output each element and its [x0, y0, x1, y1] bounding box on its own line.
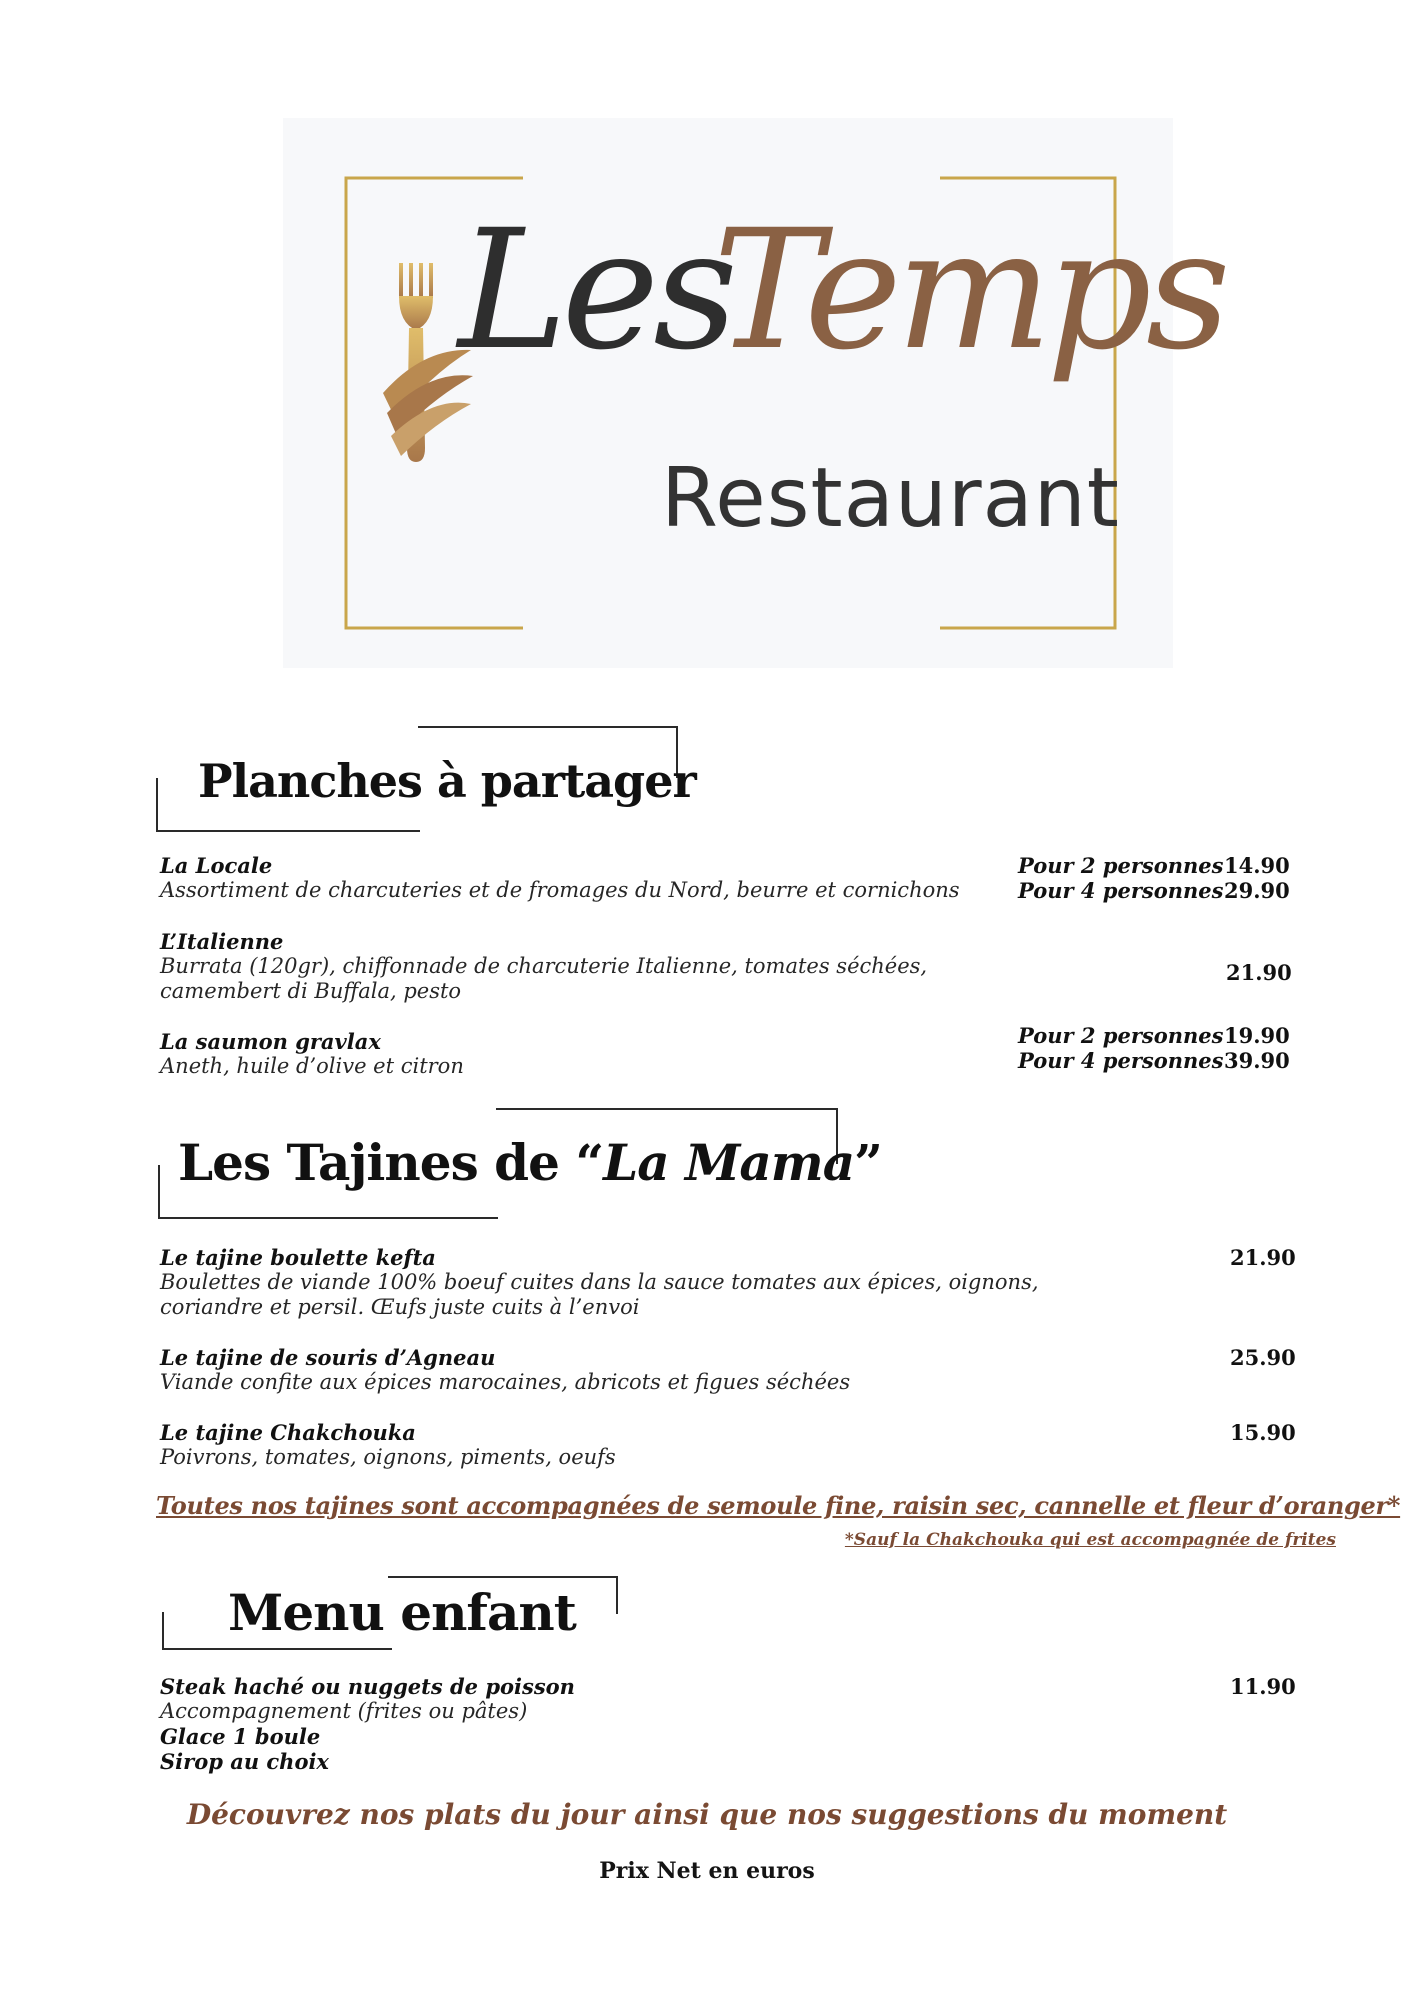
title-part: Les Tajines de “ [178, 1133, 604, 1192]
item-name: L’Italienne [160, 929, 284, 954]
item-price: 29.90 [1224, 878, 1290, 903]
item-price: 15.90 [1230, 1420, 1296, 1445]
section-title-planches: Planches à partager [198, 754, 696, 808]
item-name: Le tajine de souris d’Agneau [160, 1345, 496, 1370]
item-name: La saumon gravlax [160, 1029, 381, 1054]
item-price: 21.90 [1226, 960, 1292, 985]
footer-promo: Découvrez nos plats du jour ainsi que nos suggestions du moment [186, 1798, 1228, 1831]
item-extra: Glace 1 boule [160, 1724, 321, 1749]
logo-script-les: Les [458, 194, 732, 386]
menu-item [160, 929, 1290, 1004]
logo-script-temps: Temps [713, 194, 1225, 386]
footer-prices-note: Prix Net en euros [599, 1858, 815, 1884]
item-price: 39.90 [1224, 1048, 1290, 1073]
title-part: ” [854, 1133, 882, 1192]
item-price: 19.90 [1224, 1023, 1290, 1048]
item-qty: Pour 4 personnes [1018, 1048, 1224, 1073]
item-price: 11.90 [1230, 1674, 1296, 1699]
item-name: La Locale [160, 853, 273, 878]
tajine-accompaniment-note: Toutes nos tajines sont accompagnées de semoule fine, raisin sec, cannelle et fleur d’oranger* [156, 1491, 1401, 1520]
item-description: Assortiment de charcuteries et de fromages du Nord, beurre et cornichons [160, 878, 960, 902]
menu-item [160, 1245, 1290, 1320]
title-part-italic: La Mama [603, 1133, 855, 1192]
logo [283, 118, 1225, 668]
tajine-footnote: *Sauf la Chakchouka qui est accompagnée de frites [844, 1530, 1336, 1550]
section-title-enfant: Menu enfant [228, 1583, 576, 1642]
menu-item [160, 1420, 1290, 1470]
item-qty: Pour 4 personnes [1018, 878, 1224, 903]
item-description: Aneth, huile d’olive et citron [160, 1054, 464, 1078]
item-description: Viande confite aux épices marocaines, abricots et figues séchées [160, 1370, 851, 1394]
item-name: Steak haché ou nuggets de poisson [160, 1674, 575, 1699]
item-qty: Pour 2 personnes [1018, 853, 1224, 878]
item-description: Poivrons, tomates, oignons, piments, oeufs [160, 1445, 616, 1469]
item-description: Burrata (120gr), chiffonnade de charcuterie Italienne, tomates séchées, [160, 954, 928, 978]
section-title-tajines [178, 1133, 882, 1192]
logo-subtitle: Restaurant [661, 451, 1120, 546]
item-price: 14.90 [1224, 853, 1290, 878]
item-description: camembert di Buffala, pesto [160, 979, 462, 1003]
item-description: Boulettes de viande 100% boeuf cuites dans la sauce tomates aux épices, oignons, [160, 1270, 1039, 1294]
menu-item [160, 1674, 1290, 1774]
item-price: 25.90 [1230, 1345, 1296, 1370]
item-name: Le tajine Chakchouka [160, 1420, 416, 1445]
item-qty: Pour 2 personnes [1018, 1023, 1224, 1048]
item-price: 21.90 [1230, 1245, 1296, 1270]
item-name: Le tajine boulette kefta [160, 1245, 436, 1270]
menu-item [160, 1345, 1290, 1395]
item-description: coriandre et persil. Œufs juste cuits à l’envoi [160, 1295, 640, 1319]
item-description: Accompagnement (frites ou pâtes) [160, 1699, 528, 1723]
item-extra: Sirop au choix [160, 1749, 329, 1774]
